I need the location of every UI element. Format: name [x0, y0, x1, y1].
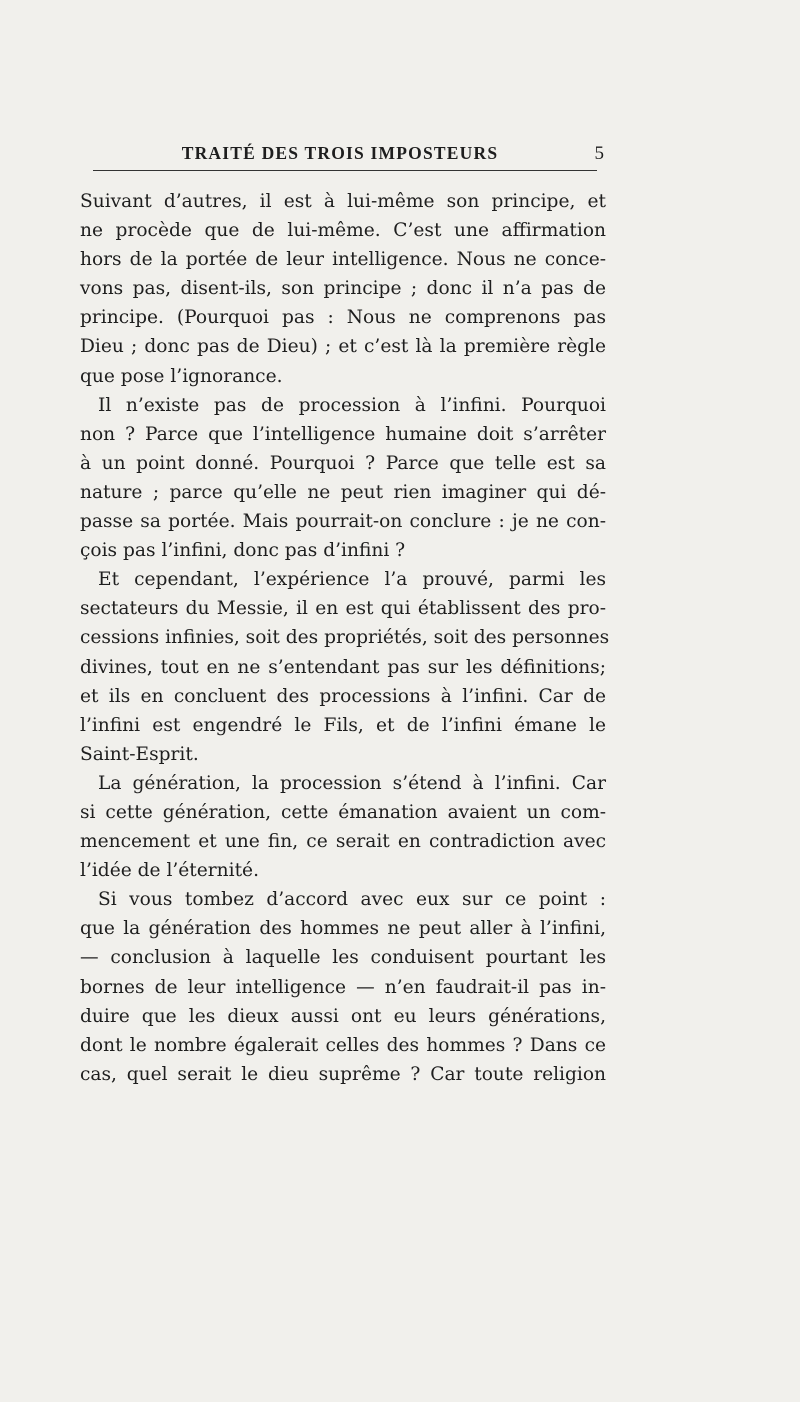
text-line: Si vous tombez d’accord avec eux sur ce point :: [98, 889, 606, 911]
text-line: principe. (Pourquoi pas : Nous ne comprenons pas: [80, 307, 606, 329]
text-line: vons pas, disent-ils, son principe ; donc il n’a pas de: [80, 278, 606, 300]
text-line: dont le nombre égalerait celles des hommes ? Dans ce: [80, 1034, 606, 1056]
text-line: hors de la portée de leur intelligence. Nous ne conce-: [80, 249, 606, 271]
text-line: divines, tout en ne s’entendant pas sur les définitions;: [80, 656, 606, 678]
text-line: cas, quel serait le dieu suprême ? Car toute religion: [80, 1063, 606, 1085]
text-line: La génération, la procession s’étend à l’infini. Car: [98, 772, 606, 794]
text-line: Et cependant, l’expérience l’a prouvé, parmi les: [98, 569, 606, 591]
text-line: Saint-Esprit.: [80, 743, 199, 765]
text-line: que pose l’ignorance.: [80, 365, 283, 387]
text-line: que la génération des hommes ne peut aller à l’infini,: [80, 918, 606, 940]
text-line: Suivant d’autres, il est à lui-même son principe, et: [80, 191, 606, 212]
text-line: à un point donné. Pourquoi ? Parce que telle est sa: [80, 452, 606, 474]
running-head: [80, 143, 604, 169]
text-line: sectateurs du Messie, il en est qui établissent des pro-: [80, 598, 606, 620]
text-line: çois pas l’infini, donc pas d’infini ?: [80, 540, 406, 562]
text-line: Dieu ; donc pas de Dieu) ; et c’est là la première règle: [80, 336, 606, 358]
text-line: Il n’existe pas de procession à l’infini. Pourquoi: [98, 394, 606, 416]
text-line: et ils en concluent des processions à l’infini. Car de: [80, 685, 606, 707]
header-rule: [93, 170, 597, 171]
text-line: passe sa portée. Mais pourrait-on conclure : je ne con-: [80, 511, 606, 533]
text-line: — conclusion à laquelle les conduisent pourtant les: [80, 947, 606, 969]
text-line: l’idée de l’éternité.: [80, 860, 259, 882]
text-line: mencement et une fin, ce serait en contradiction avec: [80, 831, 606, 853]
text-line: l’infini est engendré le Fils, et de l’infini émane le: [80, 714, 606, 736]
text-line: non ? Parce que l’intelligence humaine doit s’arrêter: [80, 423, 606, 445]
page-number: 5: [594, 143, 604, 164]
text-line: si cette génération, cette émanation avaient un com-: [80, 801, 606, 823]
text-line: cessions infinies, soit des propriétés, soit des personnes: [80, 627, 610, 649]
body-text: [80, 187, 610, 1089]
running-title: TRAITÉ DES TROIS IMPOSTEURS: [181, 143, 499, 163]
text-line: duire que les dieux aussi ont eu leurs générations,: [80, 1005, 606, 1027]
text-line: bornes de leur intelligence — n’en faudrait-il pas in-: [80, 976, 606, 998]
text-line: nature ; parce qu’elle ne peut rien imaginer qui dé-: [80, 481, 606, 503]
text-line: ne procède que de lui-même. C’est une affirmation: [80, 220, 606, 242]
